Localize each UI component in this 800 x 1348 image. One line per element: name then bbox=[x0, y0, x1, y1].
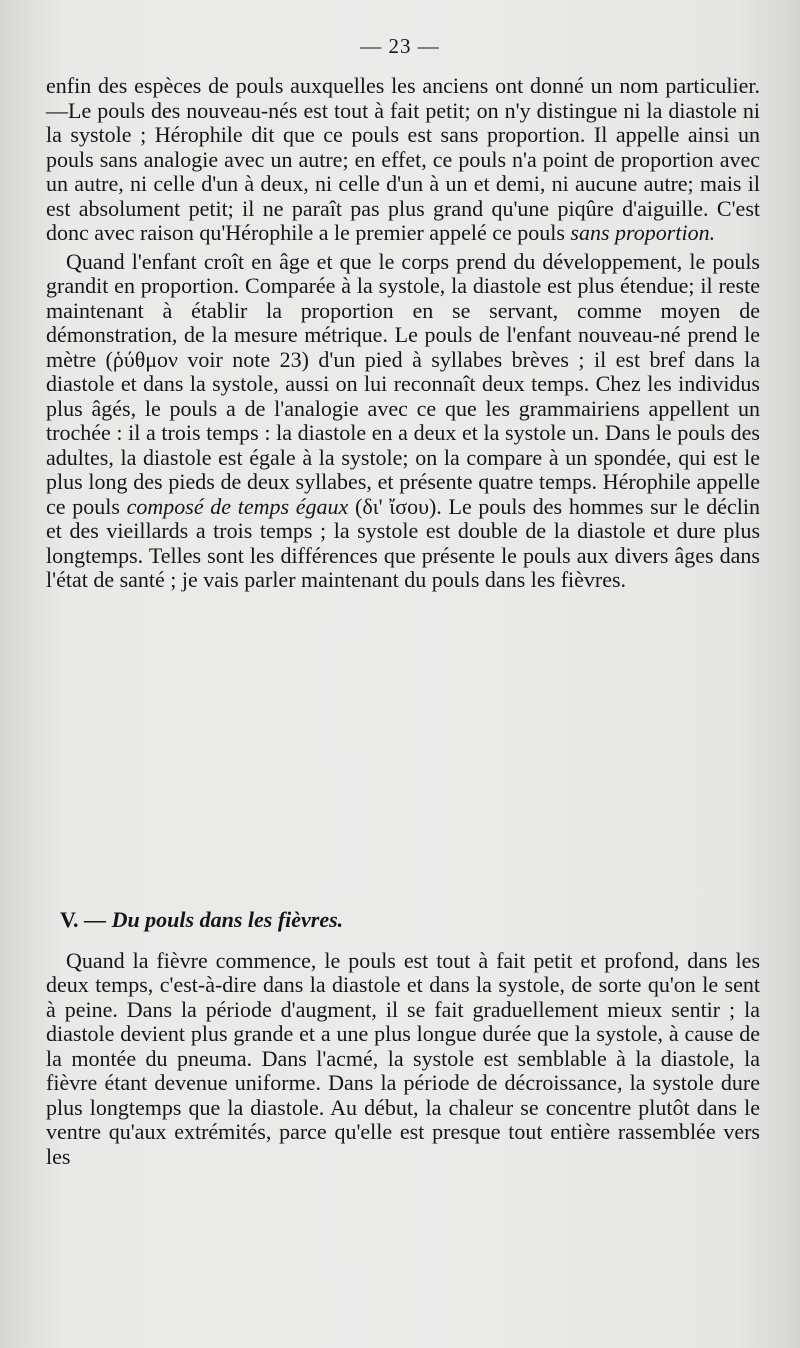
page-number: — 23 — bbox=[360, 34, 440, 58]
paragraph-fever-pulse: Quand la fièvre commence, le pouls est tout à fait petit et profond, dans les deux temps, c'est-à-dire dans la diastole et dans la systole, de sorte qu'on le sent à peine. Dans la période d'augment, il se fait graduellement mieux sentir ; la diastole devient plus grande et a une plus longue durée que la systole, à cause de la montée du pneuma. Dans l'acmé, la systole est semblable à la diastole, la fièvre étant devenue uniforme. Dans la période de décroissance, la systole dure plus longtemps que la diastole. Au début, la chaleur se concentre plutôt dans le ventre qu'aux extrémités, parce qu'elle est presque tout entière rassemblée vers les bbox=[46, 947, 760, 1169]
section-v bbox=[46, 908, 760, 1169]
paragraph-text: Quand l'enfant croît en âge et que le corps prend du développement, le pouls grandit en proportion. Comparée à la systole, la diastole est plus étendue; il reste maintenant à établir la proportion en se servant, comme moyen de démonstration, de la mesure métrique. Le pouls de l'enfant nouveau-né prend le mètre (ῥύθμον voir note 23) d'un pied à syllabes brèves ; il est bref dans la diastole et dans la systole, aussi on lui reconnaît deux temps. Chez les individus plus âgés, le pouls a de l'analogie avec ce que les grammairiens appellent un trochée : il a trois temps : la diastole en a deux et la systole un. Dans le pouls des adultes, la diastole est égale à la systole; on la compare à un spondée, qui est le plus long des pieds de deux syllabes, et présente quatre temps. Hérophile appelle ce pouls bbox=[46, 248, 760, 519]
section-title: Du pouls dans les fièvres. bbox=[111, 907, 344, 932]
paragraph-text: Le pouls des hommes sur le déclin et des vieillards a trois temps ; la systole est double de la diastole et dure plus longtemps. Telles sont les différences que présente le pouls aux divers âges dans l'état de santé ; je vais parler maintenant du pouls dans les fièvres. bbox=[46, 493, 761, 592]
italic-phrase: sans proportion. bbox=[570, 220, 716, 245]
italic-phrase: composé de temps égaux bbox=[126, 493, 349, 519]
section-numeral: V. — bbox=[60, 907, 107, 932]
paragraph-text: enfin des espèces de pouls auxquelles les anciens ont donné un nom particulier.—Le pouls des nouveau-nés est tout à fait petit; on n'y distingue ni la diastole ni la systole ; Hérophile dit que ce pouls est sans proportion. Il appelle ainsi un pouls sans analogie avec un autre; en effet, ce pouls n'a point de proportion avec un autre, ni celle d'un à deux, ni celle d'un à un et demi, ni aucune autre; mais il est absolument petit; il ne paraît pas plus grand qu'une piqûre d'aiguille. C'est donc avec raison qu'Hérophile a le premier appelé ce pouls bbox=[46, 73, 760, 245]
section-heading bbox=[60, 908, 760, 933]
main-text-block bbox=[46, 74, 760, 593]
paragraph-newborn-pulse bbox=[46, 74, 760, 246]
paragraph-pulse-by-age bbox=[46, 250, 760, 593]
greek-phrase: (δι' ἴσου). bbox=[355, 493, 442, 519]
